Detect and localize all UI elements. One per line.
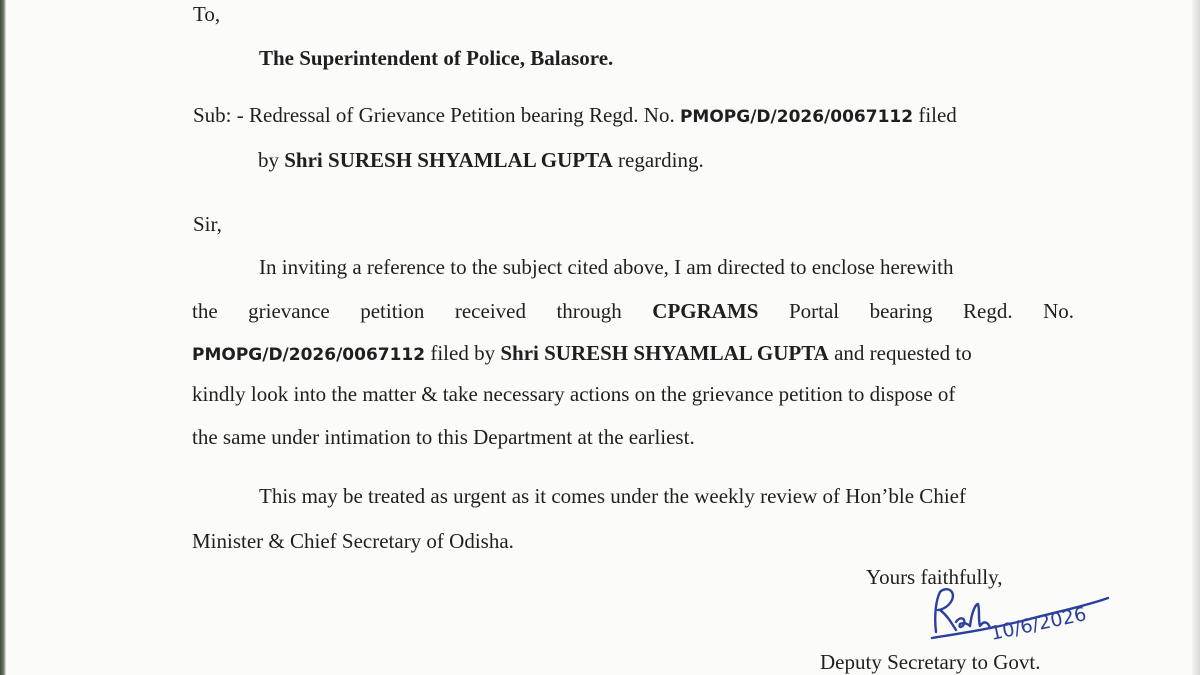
body-p1-line-3-b: and requested to xyxy=(834,341,972,365)
signature-date: 10/6/2026 xyxy=(988,603,1089,645)
body-p1-line-1: In inviting a reference to the subject cited above, I am directed to enclose herewith xyxy=(259,255,954,279)
subject-line-2 xyxy=(258,148,704,173)
body-p1-line-2 xyxy=(192,299,1074,324)
addressee: The Superintendent of Police, Balasore. xyxy=(259,46,614,70)
subject-regarding: regarding. xyxy=(618,148,704,172)
body-portal-name: CPGRAMS xyxy=(652,299,759,323)
body-p1-line-2-b: Portal bearing Regd. No. xyxy=(788,299,1075,323)
body-regd-no: PMOPG/D/2026/0067112 xyxy=(192,345,426,365)
subject-prefix: Sub: - Redressal of Grievance Petition bearing Regd. No. xyxy=(193,103,675,127)
body-p1-line-5: the same under intimation to this Department at the earliest. xyxy=(192,425,695,449)
subject-by: by xyxy=(258,148,279,172)
subject-line-1 xyxy=(193,103,957,128)
subject-petitioner: Shri SURESH SHYAMLAL GUPTA xyxy=(284,148,613,172)
closing: Yours faithfully, xyxy=(866,565,1003,589)
to-line: To, xyxy=(193,2,221,26)
body-p1-line-2-a: the grievance petition received through xyxy=(192,299,622,323)
subject-filed: filed xyxy=(918,103,957,127)
body-p1-line-4: kindly look into the matter & take necessary actions on the grievance petition to dispose of xyxy=(192,382,956,406)
body-p1-line-3-a: filed by xyxy=(430,341,496,365)
designation: Deputy Secretary to Govt. xyxy=(820,650,1041,674)
scan-edge-left xyxy=(0,0,6,675)
subject-regd-no: PMOPG/D/2026/0067112 xyxy=(679,107,914,127)
salutation: Sir, xyxy=(193,212,222,236)
scan-edge-right xyxy=(1192,0,1200,675)
body-petitioner: Shri SURESH SHYAMLAL GUPTA xyxy=(500,341,829,365)
body-p2-line-1: This may be treated as urgent as it comes under the weekly review of Hon’ble Chief xyxy=(259,484,966,508)
handwritten-signature xyxy=(926,580,1116,650)
body-p1-line-3 xyxy=(192,341,972,366)
body-p2-line-2: Minister & Chief Secretary of Odisha. xyxy=(192,529,514,553)
